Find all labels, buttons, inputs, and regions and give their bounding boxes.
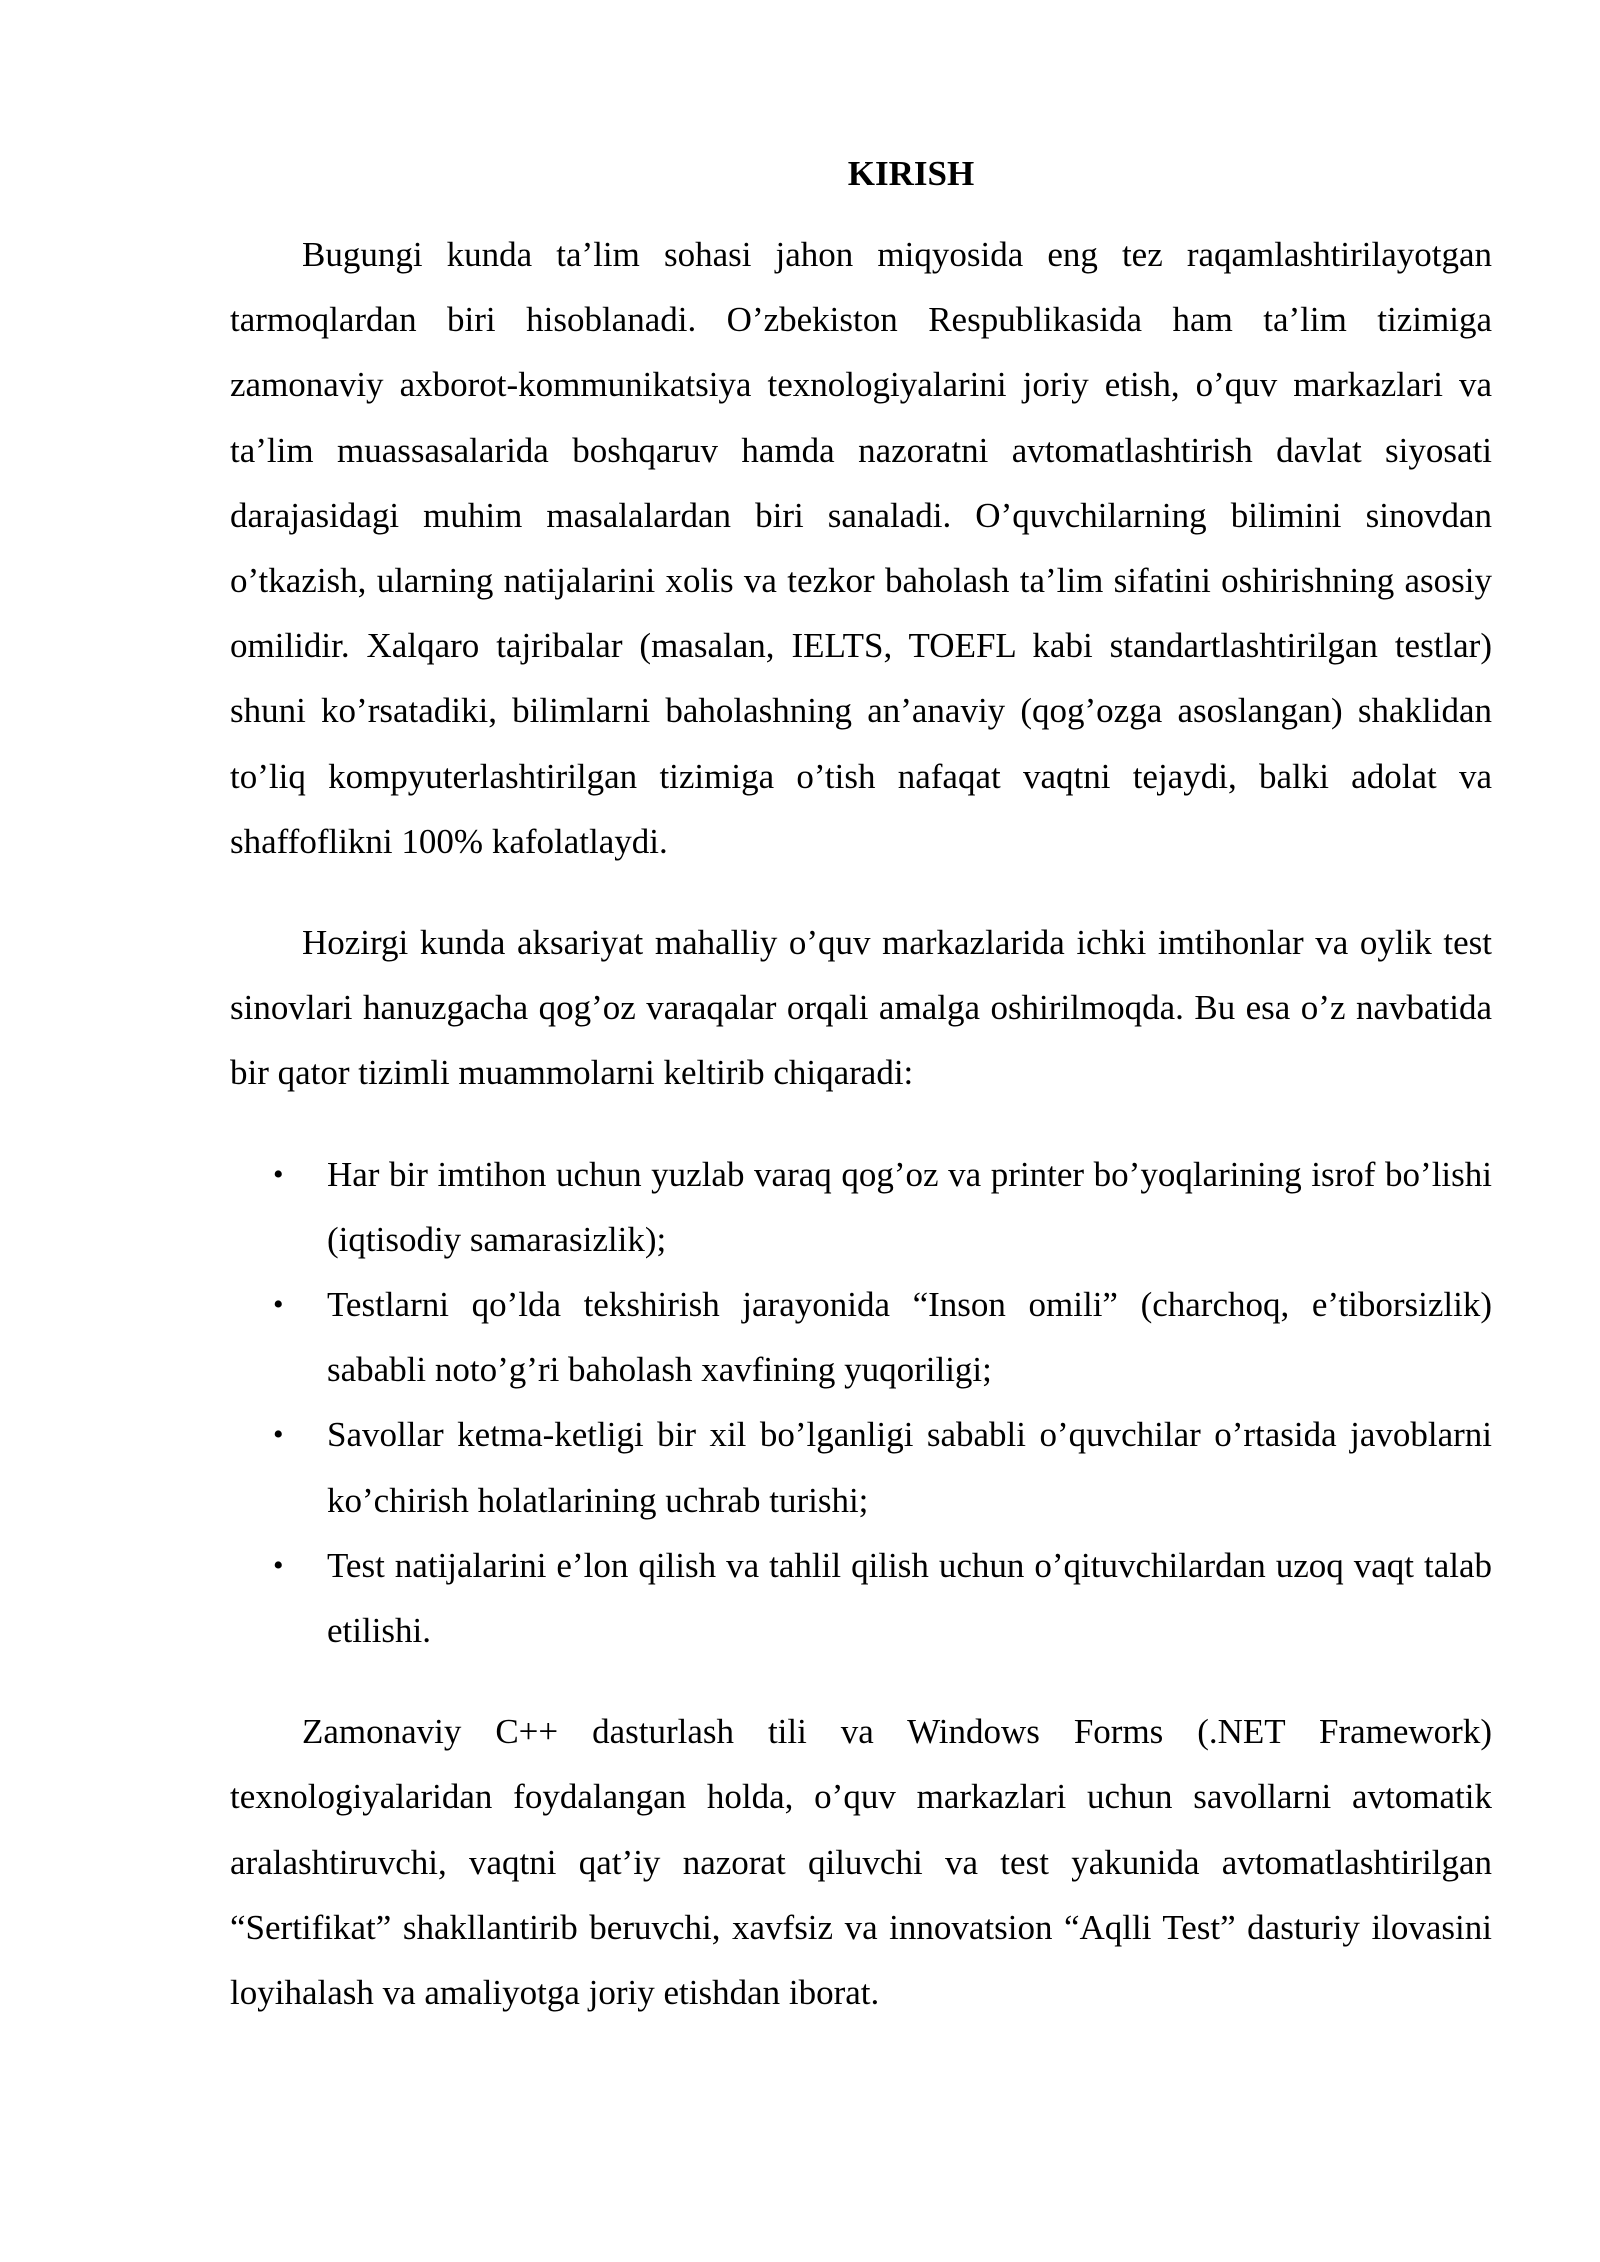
list-item-text: Test natijalarini e’lon qilish va tahlil qilish uchun o’qituvchilardan uzoq vaqt talab etilishi. xyxy=(327,1545,1492,1651)
list-item-text: Testlarni qo’lda tekshirish jarayonida “Inson omili” (charchoq, e’tiborsizlik) sababli noto’g’ri baholash xavfining yuqoriligi; xyxy=(327,1285,1492,1390)
list-item xyxy=(230,1272,1492,1402)
intro-paragraph: Bugungi kunda ta’lim sohasi jahon miqyosida eng tez raqamlashtirilayotgan tarmoqlardan biri hisoblanadi. O’zbekiston Respublikasida ham ta’lim tizimiga zamonaviy axborot-kommunikatsiya texnologiyalarini joriy etish, o’quv markazlari va ta’lim muassasalarida boshqaruv hamda nazoratni avtomatlashtirish davlat siyosati darajasidagi muhim masalalardan biri sanaladi. O’quvchilarning bilimini sinovdan o’tkazish, ularning natijalarini xolis va tezkor baholash ta’lim sifatini oshirishning asosiy omilidir. Xalqaro tajribalar (masalan, IELTS, TOEFL kabi standartlashtirilgan testlar) shuni ko’rsatadiki, bilimlarni baholashning an’anaviy (qog’ozga asoslangan) shaklidan to’liq kompyuterlashtirilgan tizimiga o’tish nafaqat vaqtni tejaydi, balki adolat va shaffoflikni 100% kafolatlaydi. xyxy=(230,235,1492,861)
list-item xyxy=(230,1142,1492,1272)
problem-paragraph: Hozirgi kunda aksariyat mahalliy o’quv markazlarida ichki imtihonlar va oylik test sinovlari hanuzgacha qog’oz varaqalar orqali amalga oshirilmoqda. Bu esa o’z navbatida bir qator tizimli muammolarni keltirib chiqaradi: xyxy=(230,923,1492,1093)
page-content xyxy=(230,148,1492,2061)
page-title: KIRISH xyxy=(847,154,975,193)
bullet-icon: • xyxy=(273,1157,284,1191)
bullet-icon: • xyxy=(273,1288,284,1322)
list-item xyxy=(230,1402,1492,1532)
bullet-icon: • xyxy=(273,1548,284,1582)
problem-list xyxy=(230,1142,1492,1664)
closing-paragraph: Zamonaviy C++ dasturlash tili va Windows Forms (.NET Framework) texnologiyalaridan foydalangan holda, o’quv markazlari uchun savollarni avtomatik aralashtiruvchi, vaqtni qat’iy nazorat qiluvchi va test yakunida avtomatlashtirilgan “Sertifikat” shakllantirib beruvchi, xavfsiz va innovatsion “Aqlli Test” dasturiy ilovasini loyihalash va amaliyotga joriy etishdan iborat. xyxy=(230,1712,1492,2013)
bullet-icon: • xyxy=(273,1418,284,1452)
list-item xyxy=(230,1533,1492,1663)
list-item-text: Har bir imtihon uchun yuzlab varaq qog’oz va printer bo’yoqlarining isrof bo’lishi (iqtisodiy samarasizlik); xyxy=(327,1154,1492,1259)
list-item-text: Savollar ketma-ketligi bir xil bo’lganligi sababli o’quvchilar o’rtasida javoblarni ko’chirish holatlarining uchrab turishi; xyxy=(327,1415,1492,1520)
